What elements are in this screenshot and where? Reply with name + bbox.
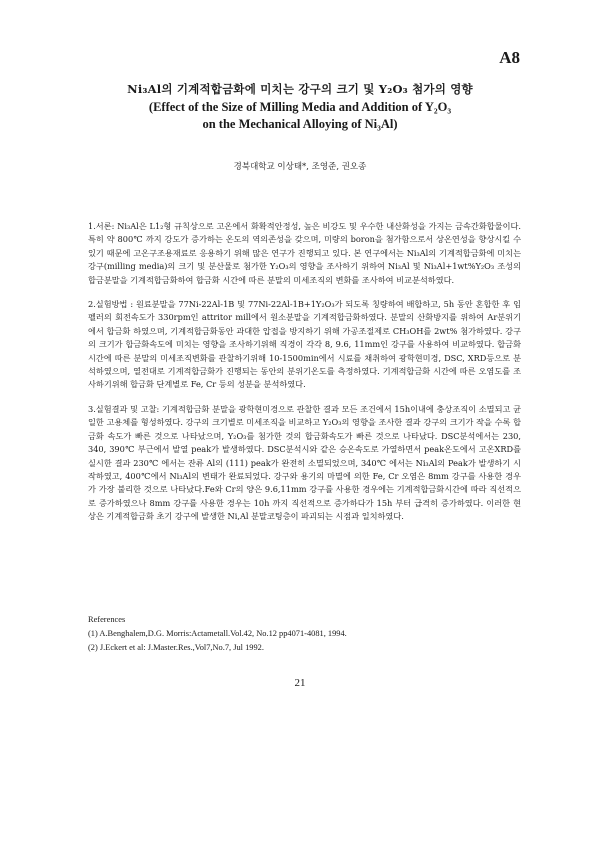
reference-item: (2) J.Eckert et al: J.Master.Res.,Vol7,No.7, Jul 1992. xyxy=(88,643,264,652)
title-english-line-2: on the Mechanical Alloying of Ni₃Al) xyxy=(202,117,398,131)
title-english-line-1: (Effect of the Size of Milling Media and Addition of Y₂O₃ xyxy=(148,100,452,114)
abstract-label: A8 xyxy=(499,48,520,67)
section-introduction: 1.서론: Ni₃Al은 L1₂형 규칙상으로 고온에서 화확적안정성, 높은 비강도 및 우수한 내산화성을 가지는 금속간화합물이다. 특히 약 800℃ 까지 강도가 증가하는 온도의 역의존성을 갖으며, 미량의 boron을 첨가함으로서 상온연성을 향상시킬 수 있기 때문에 고온구조용재료로 응용하기 위해 많은 연구가 진행되고 있다. 본 연구에서는 Ni₃Al의 기계적합금화에 미치는 강구(milling media)의 크기 및 분산물로 첨가한 Y₂O₃의 영향을 조사하기 위하여 Ni₃Al 및 Ni₃Al+1wt%Y₂O₃ 조성의 합금분말을 기계적합금화하여 합금화 시간에 따른 분말의 미세조직의 변화를 조사하여 비교분석하였다. xyxy=(88,221,521,285)
section-results: 3.실험결과 및 고찰: 기계적합금화 분말을 광학현미경으로 관찰한 결과 모든 조건에서 15h이내에 충상조직이 소멸되고 균일한 고용체를 형성하였다. 강구의 크기별로 미세조직을 비교하고 Y₂O₃의 영향을 조사한 결과 강구의 크기가 작을 수록 합금화 속도가 빠른 것으로 나타났으며, Y₂O₃를 첨가한 것의 합금화속도가 빠른 것으로 나타났다. DSC분석에서는 230, 340, 390℃ 부근에서 발열 peak가 발생하였다. DSC분석시와 같은 승온속도로 가열하면서 peak온도에서 고온XRD를 실시한 결과 230℃ 에서는 잔류 Al의 (111) peak가 완전히 소멸되었으며, 340℃ 에서는 Ni₃Al의 Peak가 발생하기 시작하였고, 400℃에서 Ni₃Al의 변태가 완료되었다. 강구와 용기의 마멸에 의한 Fe, Cr 오염은 8mm 강구를 사용한 경우가 가장 불리한 것으로 나타났다.Fe와 Cr의 양은 9.6,11mm 강구를 사용한 경우에는 기계적합금화시간에 따라 직선적으로 증가하였으나 8mm 강구를 사용한 경우는 10h 까지 직선적으로 증가하다가 15h 부터 급격히 증가하였다. 이러한 현상은 기계적합금화 초기 강구에 발생한 Ni,Al 분말코팅층이 파괴되는 시점과 일치하였다. xyxy=(88,403,521,522)
title-block xyxy=(60,80,540,133)
page-number: 21 xyxy=(294,677,306,689)
body-text xyxy=(88,220,521,535)
references-heading: References xyxy=(88,615,126,624)
title-korean: Ni₃Al의 기계적합금화에 미치는 강구의 크기 및 Y₂O₃ 첨가의 영향 xyxy=(127,82,473,96)
section-methods: 2.실험방법 : 원료분말을 77Ni-22Al-1B 및 77Ni-22Al-1B+1Y₂O₃가 되도록 칭량하여 배합하고, 5h 동안 혼합한 후 임펠러의 회전속도가 330rpm인 attritor mill에서 원소분말을 기계적합금화하였다. 분말의 산화방지를 위하여 Ar분위기에서 합금화 하였으며, 기계적합금화동안 과대한 압접을 방지하기 위해 가공조절제로 CH₃OH를 2wt% 첨가하였다. 강구의 크기가 합금화속도에 미치는 영향을 조사하기위해 직경이 각각 8, 9.6, 11mm인 강구를 사용하여 비교하였다. 합금화시간에 따른 분말의 미세조직변화를 관찰하기위해 10-1500min에서 시료를 채취하여 광학현미경, DSC, XRD등으로 분석하였으며, 열전대로 기계적합금화가 진행되는 동안의 분위기온도를 측정하였다. 기계적합금화 시간에 따른 오염도를 조사하기위해 합금화 단계별로 Fe, Cr 등의 성분을 분석하였다. xyxy=(88,299,521,390)
authors: 경북대학교 이상태*, 조영준, 권오종 xyxy=(233,162,367,172)
reference-item: (1) A.Benghalem,D.G. Morris:Actametall.Vol.42, No.12 pp4071-4081, 1994. xyxy=(88,629,347,638)
references xyxy=(88,613,521,655)
